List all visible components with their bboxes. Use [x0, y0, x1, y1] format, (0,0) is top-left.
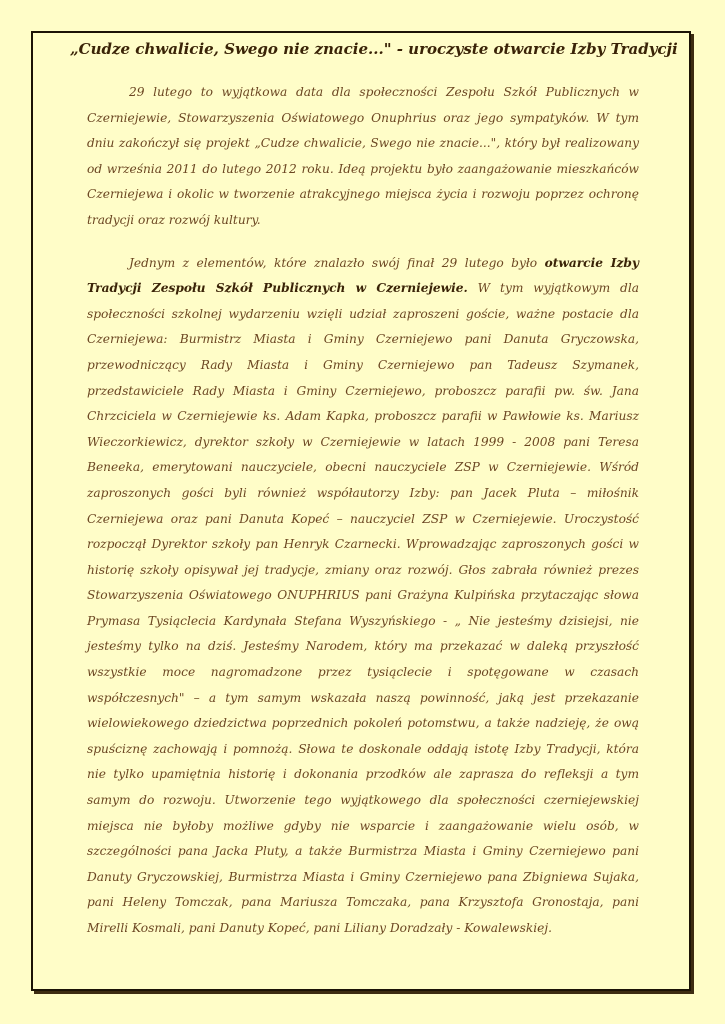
paragraph-2-intro: Jednym z elementów, które znalazło swój finał 29 lutego było	[129, 255, 538, 270]
article-body	[87, 80, 639, 942]
wyszynski-quote: „ Nie jesteśmy dzisiejsi, nie jesteśmy tylko na dziś. Jesteśmy Narodem, który ma przekazać w daleką przyszłość wszystkie moce nagromadzone przez tysiąclecie i spotęgowane w czasach współczesnych"	[87, 613, 640, 705]
paragraph-1: 29 lutego to wyjątkowa data dla społeczności Zespołu Szkół Publicznych w Czerniejewie, Stowarzyszenia Oświatowego Onuphrius oraz jego sympatyków. W tym dniu zakończył się projekt „Cudze chwalicie, Swego nie znacie...", który był realizowany od września 2011 do lutego 2012 roku. Ideą projektu było zaangażowanie mieszkańców Czerniejewa i okolic w tworzenie atrakcyjnego miejsca życia i rozwoju poprzez ochronę tradycji oraz rozwój kultury.	[87, 85, 639, 227]
paragraph-2-text-a: W tym wyjątkowym dla społeczności szkolnej wydarzeniu wzięli udział zaproszeni goście, ważne postacie dla Czerniejewa: Burmistrz Miasta i Gminy Czerniejewo pani Danuta Gryczowska, przewodniczący Rady Miasta i Gminy Czerniejewo pan Tadeusz Szymanek, przedstawiciele Rady Miasta i Gminy Czerniejewo, proboszcz parafii pw. św. Jana Chrzciciela w Czerniejewie ks. Adam Kapka, proboszcz parafii w Pawłowie ks. Mariusz Wieczorkiewicz, dyrektor szkoły w Czerniejewie w latach 1999 - 2008 pani Teresa Beneeka, emerytowani nauczyciele, obecni nauczyciele ZSP w Czerniejewie. Wśród zaproszonych gości byli również współautorzy Izby: pan Jacek Pluta – miłośnik Czerniejewa oraz pani Danuta Kopeć – nauczyciel ZSP w Czerniejewie. Uroczystość rozpoczął Dyrektor szkoły pan Henryk Czarnecki. Wprowadzając zaproszonych gości w historię szkoły opisywał jej tradycje, zmiany oraz rozwój. Głos zabrała również prezes Stowarzyszenia Oświatowego ONUPHRIUS pani Grażyna Kulpińska przytaczając słowa Prymasa Tysiąclecia Kardynała Stefana Wyszyńskiego -	[87, 281, 639, 628]
paragraph-2-highlight: otwarcie Izby Tradycji Zespołu Szkół Publicznych w Czerniejewie.	[87, 255, 640, 296]
paragraph-2	[87, 251, 639, 942]
article-title: „Cudze chwalicie, Swego nie znacie..." - uroczyste otwarcie Izby Tradycji	[70, 40, 678, 58]
paragraph-2-text-b: – a tym samym wskazała naszą powinność, jaką jest przekazanie wielowiekowego dziedzictwa poprzednich pokoleń potomstwu, a także nadzieję, że ową spuściznę zachowają i pomnożą. Słowa te doskonale oddają istotę Izby Tradycji, która nie tylko upamiętnia historię i dokonania przodków ale zaprasza do refleksji a tym samym do rozwoju. Utworzenie tego wyjątkowego dla społeczności czerniejewskiej miejsca nie byłoby możliwe gdyby nie wsparcie i zaangażowanie wielu osób, w szczególności pana Jacka Pluty, a także Burmistrza Miasta i Gminy Czerniejewo pani Danuty Gryczowskiej, Burmistrza Miasta i Gminy Czerniejewo pana Zbigniewa Sujaka, pani Heleny Tomczak, pana Mariusza Tomczaka, pana Krzysztofa Gronostaja, pani Mirelli Kosmali, pani Danuty Kopeć, pani Liliany Doradzały - Kowalewskiej.	[87, 690, 640, 935]
